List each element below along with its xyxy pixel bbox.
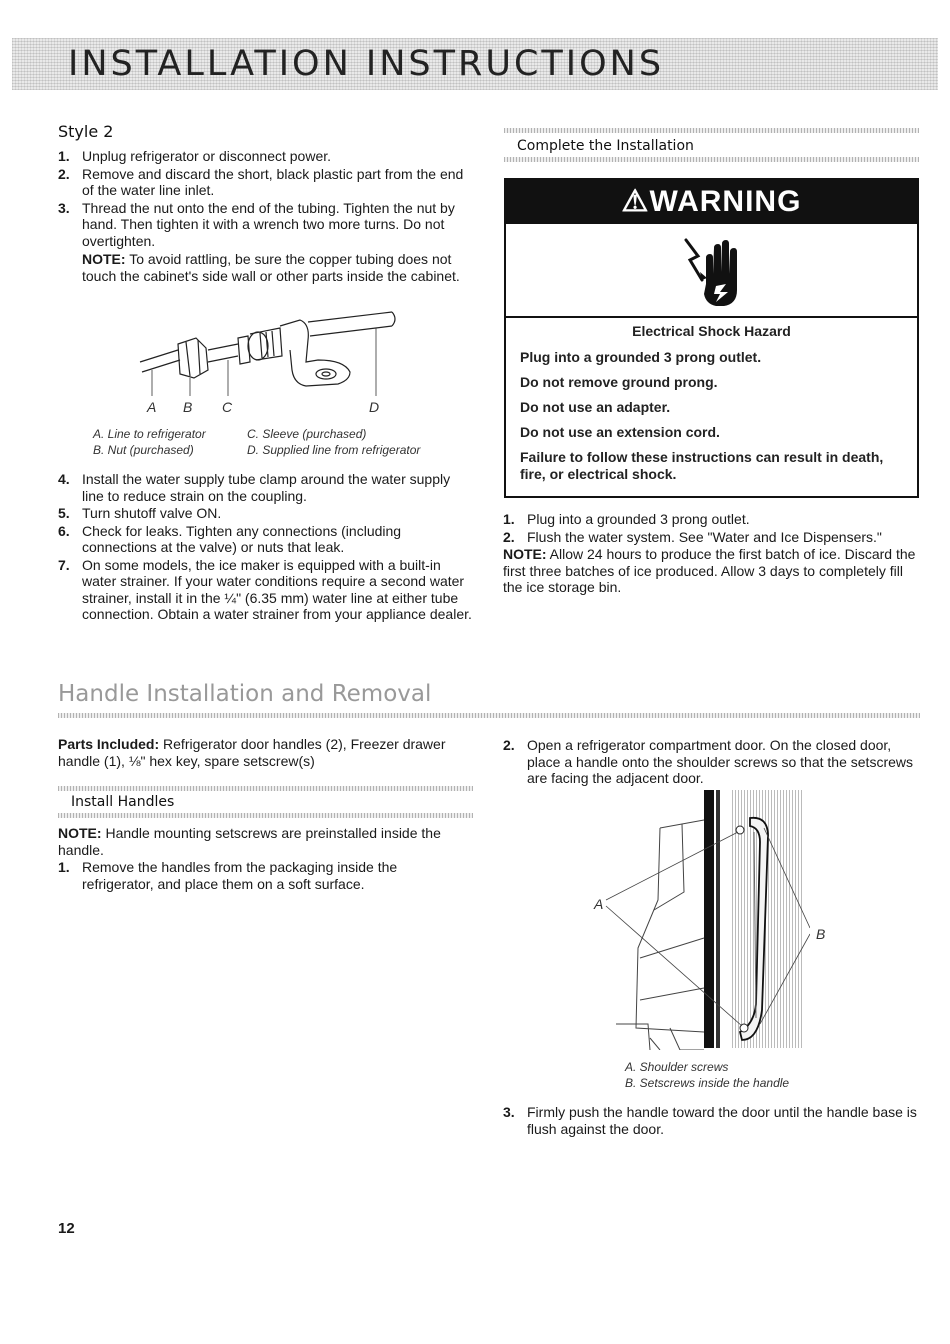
complete-note: NOTE: Allow 24 hours to produce the first batch of ice. Discard the first three batches of ice produced. Allow 3 days to completely fill the ice storage bin. [503,546,916,595]
warning-line: Do not remove ground prong. [520,373,718,390]
fitting-caption-b: B. Nut (purchased) [93,443,194,457]
list-item: 6. Check for leaks. Tighten any connections (including connections at the valve) or nuts that leak. [58,522,402,555]
list-item: 7. On some models, the ice maker is equipped with a built-in water strainer. If your water conditions require a second water strainer, install it in the ¼" (6.35 mm) water line at either tube connection. Obtain a water strainer from your appliance dealer. [58,556,472,622]
page-number: 12 [58,1220,75,1237]
fitting-caption-a: A. Line to refrigerator [93,427,206,441]
list-item: 1. Remove the handles from the packaging inside the refrigerator, and place them on a soft surface. [58,859,398,892]
fitting-label-d: D [369,399,380,415]
style2-note: NOTE: To avoid rattling, be sure the copper tubing does not touch the cabinet's side wall or other parts inside the cabinet. [82,251,460,284]
install-handles-rule-bottom [58,813,473,818]
complete-steps [503,511,919,596]
fitting-caption-d: D. Supplied line from refrigerator [247,443,421,457]
warning-line: Plug into a grounded 3 prong outlet. [520,348,762,365]
install-handles-heading: Install Handles [71,794,175,810]
list-item: 3. Thread the nut onto the end of the tubing. Tighten the nut by hand. Then tighten it with a wrench two more turns. Do not overtighten. [58,199,455,249]
handle-caption-a: A. Shoulder screws [625,1060,729,1074]
warning-icon-area [506,224,917,318]
handle-installation-illustration [600,788,810,1050]
fitting-caption-c: C. Sleeve (purchased) [247,427,367,441]
handle-label-a: A [594,896,604,912]
fitting-label-b: B [183,399,193,415]
list-item: 3. Firmly push the handle toward the door until the handle base is flush against the door. [503,1104,917,1137]
list-item: 4. Install the water supply tube clamp around the water supply line to reduce strain on the coupling. [58,471,451,504]
list-item: 1. Plug into a grounded 3 prong outlet. [503,511,750,527]
list-item: 1. Unplug refrigerator or disconnect power. [58,148,332,164]
handle-label-b: B [816,926,826,942]
page-title: INSTALLATION INSTRUCTIONS [68,44,665,84]
style2-steps [58,148,472,284]
handle-section-rule [58,713,920,718]
section-rule-top [504,128,919,133]
handle-caption-b: B. Setscrews inside the handle [625,1076,790,1090]
install-handles-text: NOTE: Handle mounting setscrews are preinstalled inside the handle. 1. Remove the handles from the packaging inside the refrigerator, and place them on a soft surface. [58,825,472,893]
parts-included: Parts Included: Refrigerator door handles (2), Freezer drawer handle (1), ⅛" hex key, spare setscrew(s) [58,736,446,769]
water-line-fitting-illustration [130,300,410,420]
handle-step-3 [503,1104,919,1138]
fitting-label-c: C [222,399,233,415]
warning-hazard: Electrical Shock Hazard [632,323,791,339]
warning-line: Do not use an extension cord. [520,423,720,440]
handle-step-2 [503,737,919,788]
warning-title: ⚠WARNING [506,180,917,224]
section-rule-bottom [504,157,919,162]
warning-body [506,318,917,483]
fitting-label-a: A [147,399,157,415]
install-handles-rule-top [58,786,473,791]
handle-section-heading: Handle Installation and Removal [58,681,432,707]
style2-steps-continued [58,471,472,624]
style2-heading: Style 2 [58,122,114,141]
list-item: 2. Remove and discard the short, black plastic part from the end of the water line inlet. [58,165,464,198]
list-item: 2. Flush the water system. See "Water and Ice Dispensers." [503,528,882,545]
warning-box [504,178,919,498]
warning-line: Failure to follow these instructions can result in death, fire, or electrical shock. [520,448,884,482]
list-item: 5. Turn shutoff valve ON. [58,505,222,521]
header-banner [12,38,938,90]
list-item: 2. Open a refrigerator compartment door. On the closed door, place a handle onto the shoulder screws so that the setscrews are facing the adjacent door. [503,737,913,786]
complete-heading: Complete the Installation [517,138,694,154]
electrical-shock-hand-icon [682,234,742,310]
warning-line: Do not use an adapter. [520,398,671,415]
